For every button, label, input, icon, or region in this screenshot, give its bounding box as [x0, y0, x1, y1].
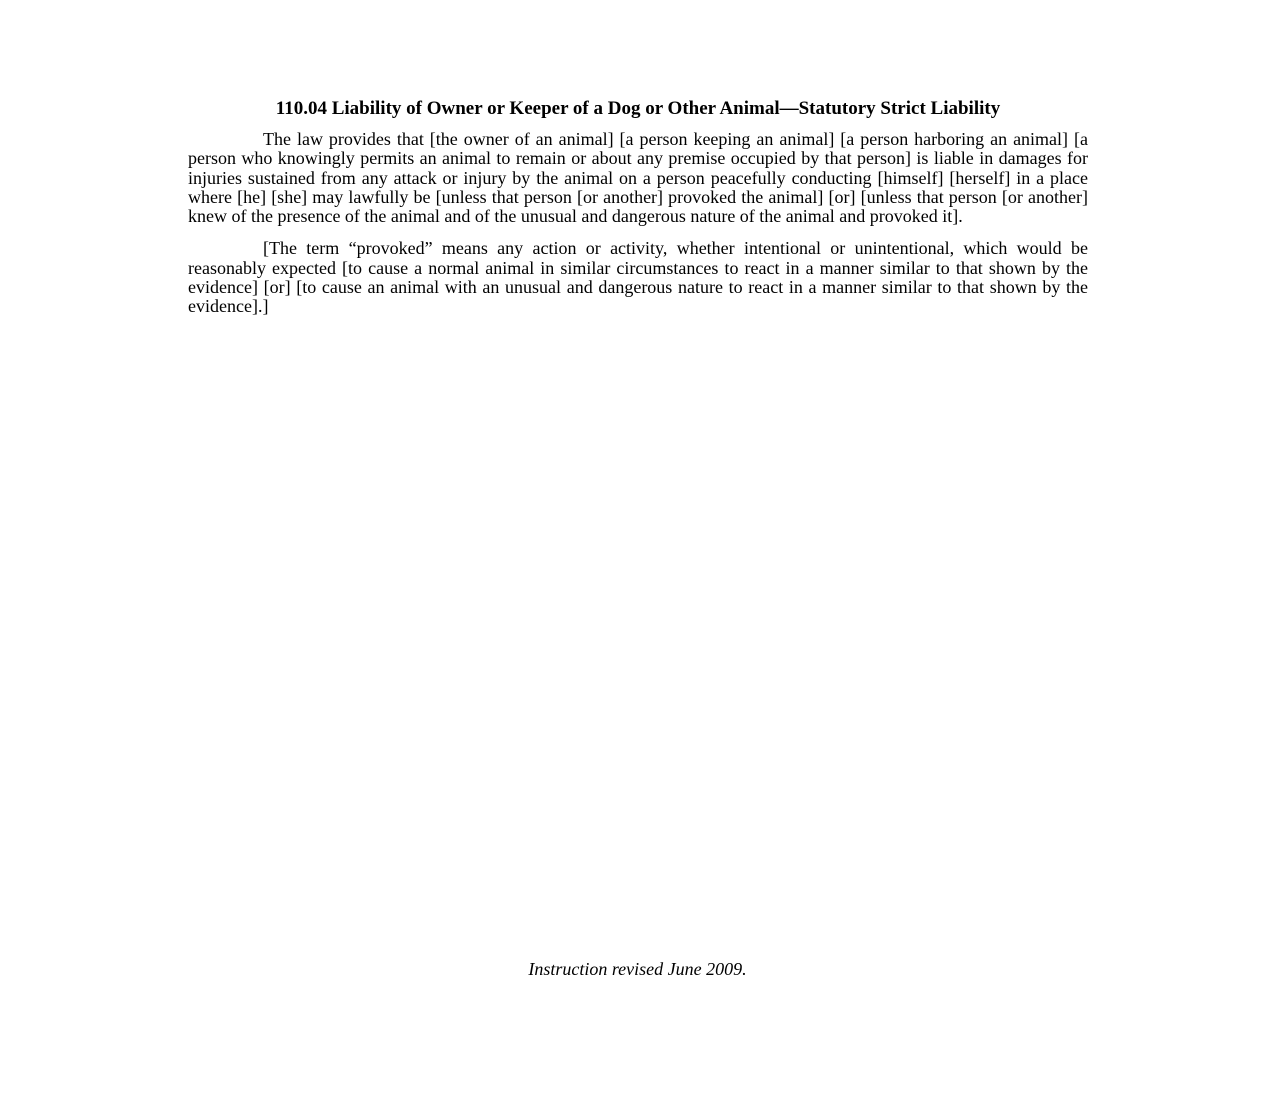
revision-note: Instruction revised June 2009. [528, 959, 747, 979]
document-page [188, 99, 1088, 330]
paragraph-provoked-definition: [The term “provoked” means any action or activity, whether intentional or unintentional, which would be reasonably expected [to cause a normal animal in similar circumstances to react in a manner similar to that shown by the evidence] [or] [to cause an animal with an unusual and dangerous nature to react in a manner similar to that shown by the evidence].] [188, 238, 1088, 317]
document-title: 110.04 Liability of Owner or Keeper of a Dog or Other Animal—Statutory Strict Liability [275, 98, 1001, 119]
paragraph-liability: The law provides that [the owner of an animal] [a person keeping an animal] [a person harboring an animal] [a person who knowingly permits an animal to remain or about any premise occupied by that person] is liable in damages for injuries sustained from any attack or injury by the animal on a person peacefully conducting [himself] [herself] in a place where [he] [she] may lawfully be [unless that person [or another] provoked the animal] [or] [unless that person [or another] knew of the presence of the animal and of the unusual and dangerous nature of the animal and provoked it]. [188, 129, 1088, 227]
